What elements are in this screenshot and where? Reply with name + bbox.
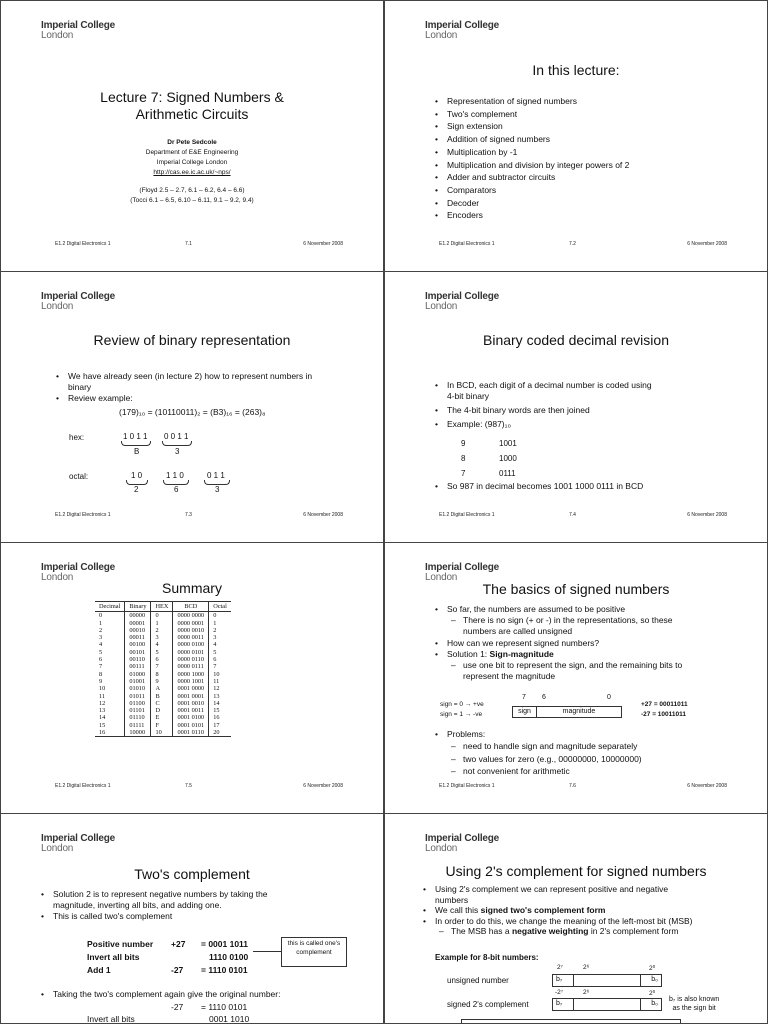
table-cell: 13 (99, 707, 106, 715)
table-cell: 0001 0000 (173, 685, 209, 692)
list-item: • Representation of signed numbers (435, 95, 629, 108)
college-logo: Imperial College London (425, 562, 500, 583)
table-cell: 5 (151, 649, 173, 656)
table-row (95, 663, 231, 670)
college-logo: Imperial College London (425, 20, 500, 41)
content-list (56, 371, 312, 404)
table-row (95, 627, 231, 634)
topic-list (435, 95, 629, 222)
table-cell: 00100 (125, 641, 151, 648)
slide-title: Review of binary representation (93, 332, 291, 348)
table-cell: 0000 1001 (173, 678, 209, 685)
table-cell: 7 (209, 663, 231, 670)
weight-2-6: 2⁶ (583, 989, 590, 996)
table-row (95, 729, 231, 737)
table-cell: 01101 (125, 707, 151, 714)
table-cell: 8 (151, 671, 173, 678)
hex-group-1: 1 0 1 1 (123, 432, 148, 441)
bcd-digits: 9 8 7 (461, 439, 466, 478)
table-cell: 14 (209, 700, 231, 707)
list-item: – The MSB has a negative weighting in 2's complement form (423, 926, 693, 937)
table-cell: 2 (209, 627, 231, 634)
slide-7 (0, 813, 384, 1024)
table-cell: C (151, 700, 173, 707)
table-cell: B (151, 693, 173, 700)
slide-title: Using 2's complement for signed numbers (445, 863, 707, 879)
list-item: • Example: (987)₁₀ (435, 419, 652, 430)
slide-3: Imperial College London Review of binary representation • We have already seen (in lecture 2) how to represent numbers in binary • Review example: (179)₁₀ = (10110011)₂ = (B3)₁₆ = (263)₈ hex: 1 0 1 1 B 0 0 1 1 3 octal: 1 0 2 1 1 0 6 0 1 1 3 E1.2 Digital Electronics 1 7.3 6 November 2008 (0, 271, 384, 543)
bit-b7: b₇ (556, 976, 563, 983)
list-item: • Multiplication and division by integer powers of 2 (435, 159, 629, 172)
table-cell: 0001 0101 (173, 722, 209, 729)
table-cell: 0000 0100 (173, 641, 209, 648)
table-cell: 01010 (125, 685, 151, 692)
table-cell: 00001 (125, 620, 151, 627)
content-list (41, 889, 268, 922)
table-cell: 0000 0111 (173, 663, 209, 670)
octal-group-2: 1 1 0 (166, 471, 184, 480)
reverse-steps: -27 = 1110 0101 Invert all bits 0001 1010 (87, 1002, 250, 1024)
list-item: • Decoder (435, 197, 629, 210)
table-cell: 6 (209, 656, 231, 663)
content-list (423, 884, 693, 937)
college-logo: Imperial College London (425, 833, 500, 854)
magnitude-field: magnitude (562, 708, 596, 715)
slide-title: The basics of signed numbers (482, 581, 670, 597)
list-item: – not convenient for arithmetic (435, 765, 642, 777)
table-row (95, 641, 231, 648)
table-cell: 6 (151, 656, 173, 663)
problems-list (435, 728, 642, 778)
table-cell: 01001 (125, 678, 151, 685)
author-block: Dr Pete Sedcole Department of E&E Engineering Imperial College London http://cas.ee.ic.ac.uk/~nps/ (Floyd 2.5 – 2.7, 6.1 – 6.2, 6.4 – 6.6) (Tocci 6.1 – 6.5, 6.10 – 6.11, 9.1 – 9.2, 9.4) (1, 138, 383, 206)
list-item: • We have already seen (in lecture 2) how to represent numbers in binary (56, 371, 312, 393)
slide-title: In this lecture: (532, 62, 620, 78)
table-cell: 5 (209, 649, 231, 656)
slide-title: Summary (162, 580, 222, 596)
bit-index-0: 0 (607, 694, 611, 701)
table-row (95, 678, 231, 685)
bit-b0: b₀ (651, 1000, 658, 1007)
octal-group-1: 1 0 (131, 471, 143, 480)
table-cell: 17 (209, 722, 231, 729)
list-item: • How can we represent signed numbers? (435, 638, 682, 649)
weight-2-0: 2⁰ (649, 990, 656, 997)
table-cell: 15 (209, 707, 231, 714)
list-item: • In BCD, each digit of a decimal number is coded using 4-bit binary (435, 380, 652, 402)
table-row (95, 612, 231, 620)
table-cell: 3 (209, 634, 231, 641)
table-cell: 11 (99, 692, 106, 700)
table-cell: 13 (209, 693, 231, 700)
college-logo: Imperial College London (41, 562, 116, 583)
column-header: Decimal (95, 602, 125, 612)
table-cell: 16 (209, 714, 231, 721)
column-header: HEX (151, 602, 173, 612)
list-item: • Adder and subtractor circuits (435, 171, 629, 184)
list-item: • The 4-bit binary words are then joined (435, 405, 652, 416)
slide-8 (384, 813, 768, 1024)
table-cell: 9 (151, 678, 173, 685)
table-cell: 0000 1000 (173, 671, 209, 678)
list-item: • So 987 in decimal becomes 1001 1000 0111 in BCD (435, 480, 643, 493)
callout-line (253, 951, 281, 952)
table-row (95, 722, 231, 729)
table-cell: E (151, 714, 173, 721)
table-cell: 0 (209, 612, 231, 620)
weight-2-6: 2⁶ (583, 964, 590, 971)
hex-value-2: 3 (175, 447, 180, 456)
list-item: • Taking the two's complement again give the original number: (41, 988, 280, 1001)
table-cell: 00101 (125, 649, 151, 656)
list-item: – There is no sign (+ or -) in the representations, so these numbers are called unsigned (435, 615, 682, 637)
bit-b0: b₀ (651, 976, 658, 983)
table-cell: 01111 (125, 722, 151, 729)
table-cell: 01110 (125, 714, 151, 721)
table-cell: 01011 (125, 693, 151, 700)
table-cell: 0001 0011 (173, 707, 209, 714)
list-item: – two values for zero (e.g., 00000000, 10000000) (435, 753, 642, 765)
table-cell: 7 (99, 663, 103, 671)
table-cell: 0 (151, 612, 173, 620)
list-item: • Multiplication by -1 (435, 146, 629, 159)
table-cell: 1 (99, 619, 103, 627)
review-equation: (179)₁₀ = (10110011)₂ = (B3)₁₆ = (263)₈ (119, 407, 266, 417)
table-cell: 0 (99, 612, 103, 620)
table-row (95, 693, 231, 700)
table-cell: 00000 (125, 612, 151, 620)
sign-magnitude-register (512, 706, 622, 718)
table-cell: 14 (99, 714, 106, 722)
list-item: • Solution 1: Sign-magnitude (435, 649, 682, 660)
slide-title: Binary coded decimal revision (483, 332, 669, 348)
octal-group-3: 0 1 1 (207, 471, 225, 480)
table-cell: 7 (151, 663, 173, 670)
table-cell: 5 (99, 648, 103, 656)
slide-2: Imperial College London In this lecture: • Representation of signed numbers • Two's complement • Sign extension • Addition of signed numbers • Multiplication by -1 • Multiplication and division by integer powers of 2 • Adder and subtractor circuits • Comparators • Decoder • Encoders E1.2 Digital Electronics 1 7.2 6 November 2008 (384, 0, 768, 272)
weight-neg-2-7: -2⁷ (555, 989, 564, 996)
table-cell: 1 (151, 620, 173, 627)
bcd-codes: 1001 1000 0111 (499, 439, 517, 478)
list-item: • Review example: (56, 393, 312, 404)
table-cell: 0000 0001 (173, 620, 209, 627)
slide-title: Two's complement (134, 866, 250, 882)
summary-table (95, 601, 231, 737)
list-item: – use one bit to represent the sign, and the remaining bits to represent the magnitude (435, 660, 682, 682)
table-cell: 00111 (125, 663, 151, 670)
table-cell: 1 (209, 620, 231, 627)
table-cell: 0000 0010 (173, 627, 209, 634)
table-row (95, 649, 231, 656)
table-cell: 0000 0101 (173, 649, 209, 656)
table-cell: A (151, 685, 173, 692)
table-row (95, 685, 231, 692)
sign-magnitude-examples: +27 = 00011011 -27 = 10011011 (641, 701, 688, 718)
table-cell: 11 (209, 678, 231, 685)
unsigned-register (552, 974, 662, 987)
list-item: • Encoders (435, 209, 629, 222)
list-item: • Sign extension (435, 120, 629, 133)
octal-value-3: 3 (215, 485, 220, 494)
table-cell: 2 (99, 626, 103, 634)
list-item: – need to handle sign and magnitude separately (435, 740, 642, 752)
list-item: • Problems: (435, 728, 642, 740)
slide-6: Imperial College London The basics of signed numbers • So far, the numbers are assumed to be positive – There is no sign (+ or -) in the representations, so these numbers are called unsigned • How can we represent signed numbers? • Solution 1: Sign-magnitude – use one bit to represent the sign, and the remaining bits to represent the magnitude 7 6 0 sign = 0 → +ve sign = 1 → -ve sign magnitude +27 = 00011011 -27 = 10011011 • Problems: – need to handle sign and magnitude separately – two values for zero (e.g., 00000000, 10000000) – not convenient for arithmetic E1.2 Digital Electronics 1 7.6 6 November 2008 (384, 542, 768, 814)
table-cell: 0000 0110 (173, 656, 209, 663)
list-item: • In order to do this, we change the meaning of the left-most bit (MSB) (423, 916, 693, 927)
table-row (95, 700, 231, 707)
author-url-link[interactable]: http://cas.ee.ic.ac.uk/~nps/ (153, 169, 231, 176)
column-header: Binary (125, 602, 151, 612)
table-cell: 15 (99, 721, 106, 729)
table-row (95, 620, 231, 627)
hex-value-1: B (134, 447, 140, 456)
octal-value-2: 6 (174, 485, 179, 494)
weight-2-0: 2⁰ (649, 965, 656, 972)
slide-title: Lecture 7: Signed Numbers & Arithmetic Circuits (100, 89, 284, 122)
table-cell: 3 (99, 634, 103, 642)
table-row (95, 656, 231, 663)
brace-icon (162, 441, 192, 446)
list-item: • Using 2's complement we can represent positive and negative numbers (423, 884, 693, 905)
list-item: • Solution 2 is to represent negative numbers by taking the magnitude, inverting all bits, and adding one. (41, 889, 268, 911)
unsigned-label: unsigned number (447, 976, 509, 985)
table-cell: 16 (95, 729, 125, 737)
hex-group-2: 0 0 1 1 (164, 432, 189, 441)
slide-5: Imperial College London Summary Decimal Binary HEX BCD Octal 0 00000 0 0000 0000 0 1 00001 1 0000 0001 1 2 00010 2 0000 0010 2 3 00011 3 0000 0011 3 4 00100 4 0000 0100 4 5 00101 5 0000 0101 5 6 00110 6 0000 0110 6 7 00111 7 0000 0111 7 8 01000 8 0000 1000 10 9 01001 9 0000 1001 11 10 01010 A 0001 0000 12 11 01011 B 0001 0001 13 12 01100 C 0001 0010 14 13 01101 D 0001 0011 15 14 01110 E 0001 0100 16 15 01111 F 0001 0101 17 16 10000 10 0001 0110 20 E1.2 Digital Electronics 1 7.5 6 November 2008 (0, 542, 384, 814)
table-cell: 4 (209, 641, 231, 648)
sign-legend: sign = 0 → +ve sign = 1 → -ve (440, 701, 484, 718)
content-list (41, 988, 280, 1001)
table-cell: 10 (209, 671, 231, 678)
college-logo: Imperial College London (425, 291, 500, 312)
table-cell: 12 (99, 699, 106, 707)
table-cell: 10 (99, 685, 106, 693)
table-cell: 8 (99, 670, 103, 678)
list-item: • This is called two's complement (41, 911, 268, 922)
table-cell: 9 (99, 677, 103, 685)
list-item: • So far, the numbers are assumed to be positive (435, 604, 682, 615)
sign-field: sign (513, 707, 537, 717)
example-heading: Example for 8-bit numbers: (435, 953, 539, 962)
content-list (435, 480, 643, 493)
table-cell: 0001 0100 (173, 714, 209, 721)
table-cell: 12 (209, 685, 231, 692)
table-cell: 10 (151, 729, 173, 737)
college-logo: Imperial College London (41, 291, 116, 312)
table-cell: 2 (151, 627, 173, 634)
table-cell: 0001 0010 (173, 700, 209, 707)
table-cell: 4 (99, 641, 103, 649)
table-cell: 6 (99, 656, 103, 664)
weight-2-7: 2⁷ (557, 964, 563, 971)
bit-b7: b₇ (556, 1000, 563, 1007)
slide-4: Imperial College London Binary coded decimal revision • In BCD, each digit of a decimal number is coded using 4-bit binary • The 4-bit binary words are then joined • Example: (987)₁₀ 9 8 7 1001 1000 0111 • So 987 in decimal becomes 1001 1000 0111 in BCD E1.2 Digital Electronics 1 7.4 6 November 2008 (384, 271, 768, 543)
table-row (95, 671, 231, 678)
hex-label: hex: (69, 433, 85, 442)
college-logo: Imperial College London (41, 833, 116, 854)
table-cell: 10000 (125, 729, 151, 737)
list-item: • We call this signed two's complement form (423, 905, 693, 916)
signed-register (552, 998, 662, 1011)
table-cell: 00010 (125, 627, 151, 634)
table-cell: 0000 0011 (173, 634, 209, 641)
list-item: • Two's complement (435, 108, 629, 121)
brace-icon (121, 441, 151, 446)
bit-index-7: 7 (522, 694, 526, 701)
column-header: BCD (173, 602, 209, 612)
content-list (435, 604, 682, 682)
list-item: • Comparators (435, 184, 629, 197)
slide-1: Imperial College London Lecture 7: Signed Numbers & Arithmetic Circuits Dr Pete Sedcole Department of E&E Engineering Imperial College London http://cas.ee.ic.ac.uk/~nps/ (Floyd 2.5 – 2.7, 6.1 – 6.2, 6.4 – 6.6) (Tocci 6.1 – 6.5, 6.10 – 6.11, 9.1 – 9.2, 9.4) E1.2 Digital Electronics 1 7.1 6 November 2008 (0, 0, 384, 272)
table-cell: D (151, 707, 173, 714)
table-row (95, 714, 231, 721)
table-cell: 4 (151, 641, 173, 648)
octal-label: octal: (69, 472, 89, 481)
sign-bit-note: b₇ is also known as the sign bit (669, 996, 720, 1012)
table-cell: 0000 0000 (173, 612, 209, 620)
twos-complement-steps: Positive number +27 = 0001 1011 Invert all bits 1110 0100 Add 1 -27 = 1110 0101 (87, 939, 249, 975)
table-cell: 01000 (125, 671, 151, 678)
table-cell: 00011 (125, 634, 151, 641)
ones-complement-note: this is called one's complement (281, 937, 347, 967)
table-cell: 3 (151, 634, 173, 641)
bit-index-6: 6 (542, 694, 546, 701)
octal-value-1: 2 (134, 485, 139, 494)
table-cell: F (151, 722, 173, 729)
table-cell: 0001 0001 (173, 693, 209, 700)
table-cell: 20 (209, 729, 231, 737)
column-header: Octal (209, 602, 231, 612)
table-cell: 01100 (125, 700, 151, 707)
signed-label: signed 2's complement (447, 1000, 529, 1009)
content-list (435, 380, 652, 430)
table-cell: 00110 (125, 656, 151, 663)
table-row (95, 707, 231, 714)
list-item: • Addition of signed numbers (435, 133, 629, 146)
table-row (95, 634, 231, 641)
college-logo: Imperial College London (41, 20, 116, 41)
table-cell: 0001 0110 (173, 729, 209, 737)
next-register-partial (461, 1019, 681, 1024)
